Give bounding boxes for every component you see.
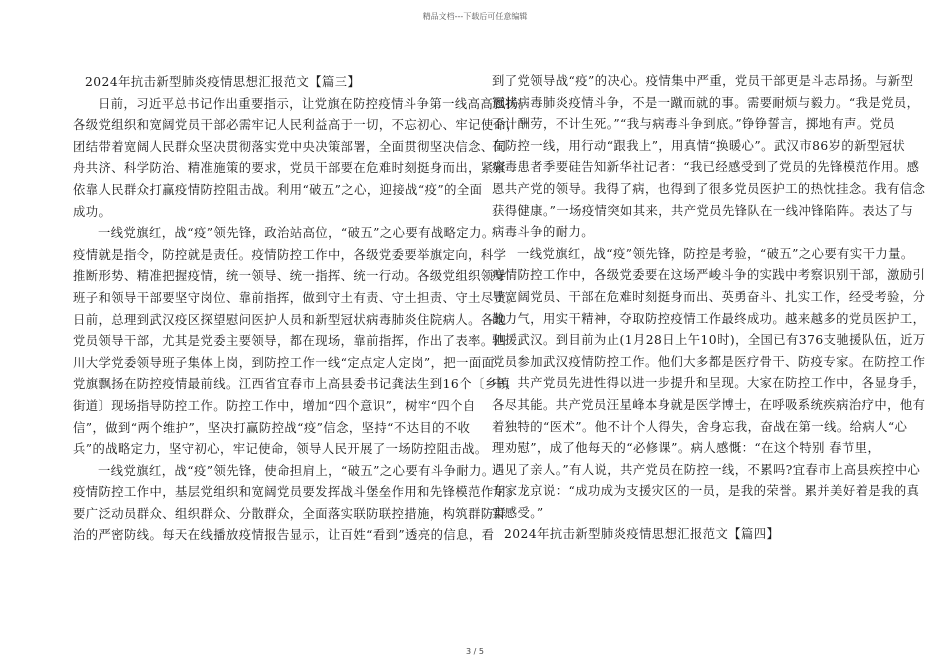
- text-line: 团结带着宽阔人民群众坚决贯彻落实党中央决策部署，全面贯彻坚决信念、同: [73, 139, 507, 154]
- section-heading: 2024年抗击新型肺炎疫情思想汇报范文【篇四】: [504, 527, 780, 542]
- text-line: 冠状病毒肺炎疫情斗争，不是一蹴而就的事。需要耐烦与毅力。“我是党员，: [492, 95, 920, 110]
- text-line: 理劝慰”，成了他每天的“必修课”。病人感慨：“在这个特别 春节里，: [492, 441, 881, 456]
- text-line: 遇见了亲人。”有人说，共产党员在防控一线，不累吗?宜春市上高县疾控中心: [492, 462, 921, 477]
- text-line: 兵”的战略定力，坚守初心，牢记使命，领导人民开展了一场防控阻击战。: [73, 442, 488, 457]
- text-line: 实感受。”: [492, 505, 544, 520]
- text-line: 在防控一线，用行动“跟我上”，用真情“换暖心”。武汉市86岁的新型冠状: [492, 138, 906, 153]
- text-line: 到了党领导战“疫”的决心。疫情集中严重，党员干部更是斗志昂扬。与新型: [492, 74, 914, 88]
- right-text-column: [492, 71, 926, 546]
- text-line: 街道〕现场指导防控工作。防控工作中，增加“四个意识”，树牢“四个自: [73, 398, 476, 413]
- text-line: 恩共产党的领导。我得了病，也得到了很多党员医护工的热忱挂念。我有信念: [492, 181, 926, 196]
- text-line: 病毒患者季要硅告知新华社记者：“我已经感受到了党员的先锋模范作用。感: [492, 160, 920, 175]
- text-line: 各级党组织和宽阔党员干部必需牢记人民利益高于一切，不忘初心、牢记使命，: [73, 118, 520, 133]
- text-line: 舟共济、科学防治、精准施策的要求，党员干部要在危难时刻挺身而出，紧紧: [73, 161, 507, 176]
- text-line: 推断形势、精准把握疫情，统一领导、统一指挥、统一行动。各级党组织领导: [73, 269, 507, 284]
- text-line: 日前，总理到武汉疫区探望慰问医护人员和新型冠状病毒肺炎住院病人。各地: [73, 312, 507, 327]
- section-heading: 2024年抗击新型肺炎疫情思想汇报范文【篇三】: [85, 75, 361, 89]
- text-line: 要广泛动员群众、组织群众、分散群众，全面落实联防联控措施，构筑群防群: [73, 506, 507, 521]
- text-line: 信”，做到“两个维护”，坚决打赢防控战“疫”信念，坚持“不达目的不收: [73, 420, 471, 435]
- text-line: 不计酬劳，不计生死。”“我与病毒斗争到底。”铮铮誓言，掷地有声。党员: [492, 117, 896, 132]
- text-line: 散力气，用实干精神，夺取防控疫情工作最终成功。越来越多的党员医护工，: [492, 311, 926, 326]
- text-line: 中，共产党员先进性得以进一步提升和呈现。大家在防控工作中，各显身手，: [492, 376, 926, 391]
- text-line: 疫情防控工作中，基层党组织和宽阔党员要发挥战斗堡垒作用和先锋模范作用。: [73, 485, 520, 500]
- text-line: 党员参加武汉疫情防控工作。他们大多都是医疗骨干、防疫专家。在防控工作: [492, 354, 926, 369]
- text-line: 疫情防控工作中，各级党委要在这场严峻斗争的实践中考察识别干部，激励引: [492, 268, 926, 283]
- text-line: 驰援武汉。到目前为止(1月28日上午10时)，全国已有376支驰援队伍，近万: [492, 333, 926, 348]
- page-number: 3 / 5: [466, 647, 484, 656]
- text-line: 各尽其能。共产党员汪星峰本身就是医学博士，在呼吸系统疾病治疗中，他有: [492, 397, 926, 412]
- text-line: 病毒斗争的耐力。: [492, 225, 594, 240]
- text-line: 党员领导干部，尤其是党委主要领导，都在现场，靠前指挥，作出了表率。四: [73, 334, 507, 349]
- text-line: 依靠人民群众打赢疫情防控阻击战。利用“破五”之心，迎接战“疫”的全面: [73, 182, 483, 197]
- text-line: 党旗飘扬在防控疫情最前线。江西省宜春市上高县委书记龚法生到16个〔乡镇: [73, 377, 511, 392]
- text-line: 获得健康。”一场疫情突如其来，共产党员先锋队在一线冲锋陷阵。表达了与: [492, 203, 914, 218]
- text-line: 疫情就是指令，防控就是责任。疫情防控工作中，各级党委要举旗定向，科学: [73, 247, 507, 262]
- text-line: 治的严密防线。每天在线播放疫情报告显示，让百姓“看到”透亮的信息，看: [73, 528, 495, 543]
- text-line: 成功。: [73, 204, 112, 219]
- text-line: 日前，习近平总书记作出重要指示，让党旗在防控疫情斗争第一线高高飘扬。: [98, 96, 532, 111]
- page-header: 精品文档---下载后可任意编辑: [422, 12, 528, 21]
- text-line: 班子和领导干部要坚守岗位、靠前指挥，做到守土有责、守土担责、守土尽责。: [73, 290, 520, 305]
- text-line: 导宽阔党员、干部在危难时刻挺身而出、英勇奋斗、扎实工作，经受考验，分: [492, 289, 926, 304]
- text-line: 着独特的“医术”。他不计个人得失，舍身忘我，奋战在第一线。给病人“心: [492, 419, 908, 434]
- text-line: 专家龙京说：“成功成为支援灾区的一员，是我的荣誉。累并美好着是我的真: [492, 484, 920, 499]
- text-line: 川大学党委领导班子集体上岗，到防控工作一线“定点定人定岗”，把一面面: [73, 355, 495, 370]
- text-line: 一线党旗红，战“疫”领先锋，使命担肩上，“破五”之心要有斗争耐力。: [98, 463, 495, 478]
- text-line: 一线党旗红，战“疫”领先锋，政治站高位，“破五”之心要有战略定力。: [98, 226, 495, 241]
- text-line: 一线党旗红，战“疫”领先锋，防控是考验，“破五”之心要有实干力量。: [517, 246, 914, 261]
